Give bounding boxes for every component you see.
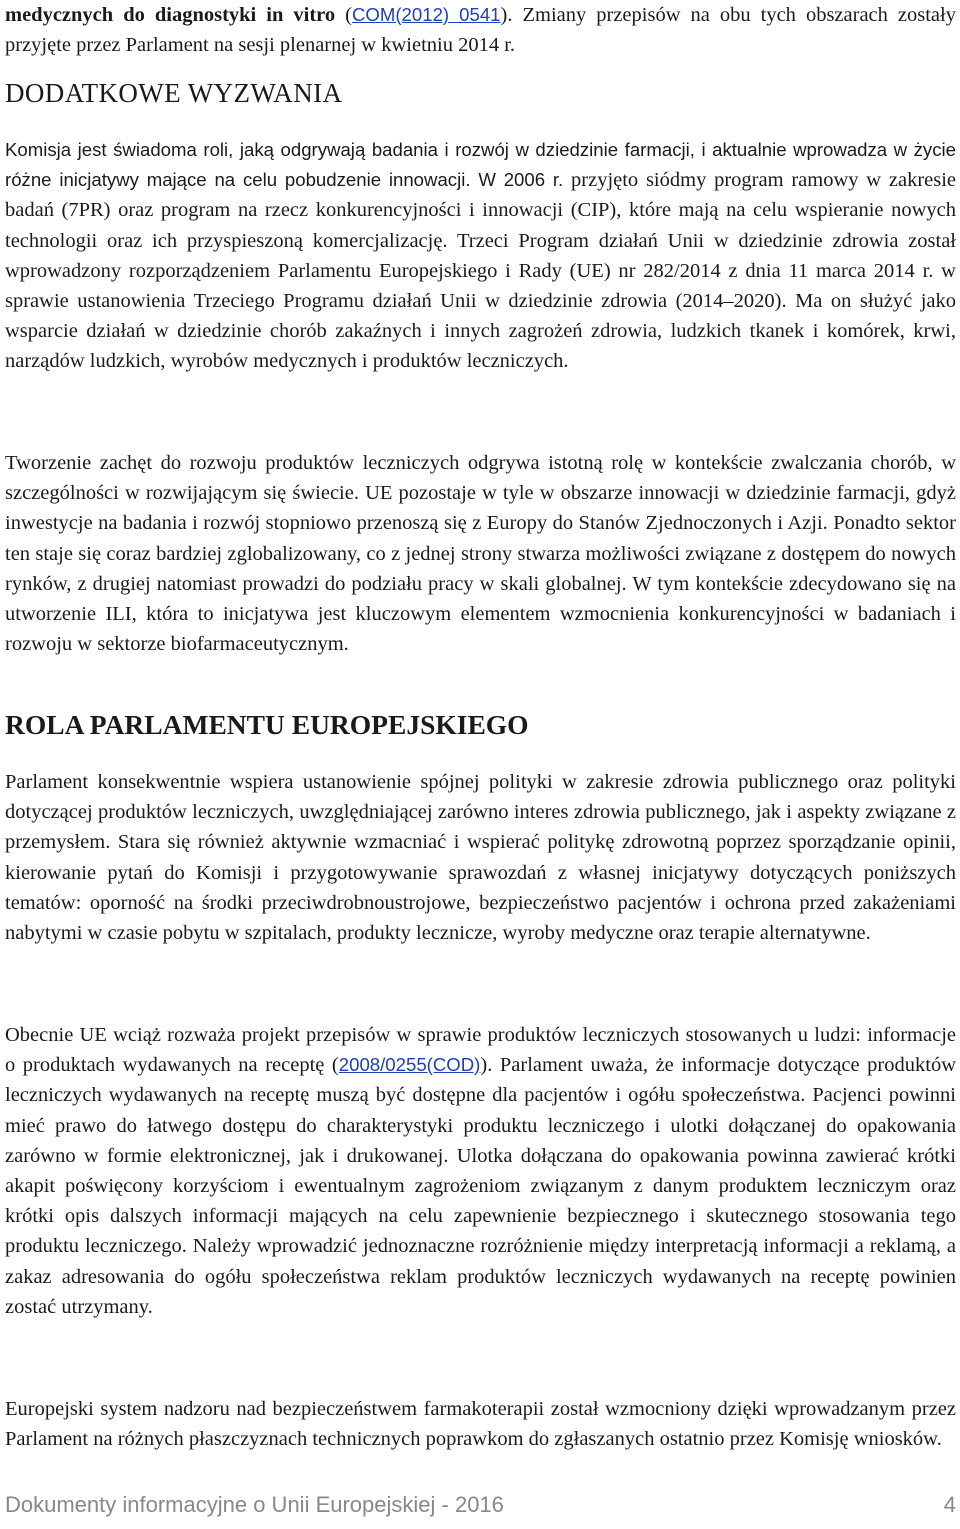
paragraph-komisja-sans: Komisja jest świadoma roli, jaką odgrywają badania i rozwój w dziedzinie farmacji, i aktualnie wprowadza w życie różne inicjatywy mające na celu pobudzenie innowacji. W 2006 r.: [5, 139, 956, 191]
intro-bold-text: medycznych do diagnostyki in vitro: [5, 4, 336, 26]
procedure-2008-0255-link[interactable]: 2008/0255(COD): [338, 1054, 481, 1076]
section-heading-rola-parlamentu: ROLA PARLAMENTU EUROPEJSKIEGO: [5, 709, 529, 740]
page-number: 4: [943, 1492, 956, 1517]
com-2012-0541-link[interactable]: COM(2012) 0541: [351, 4, 501, 25]
paragraph-tworzenie: Tworzenie zachęt do rozwoju produktów leczniczych odgrywa istotną rolę w kontekście zwalczania chorób, w szczególności w rozwijającym się świecie. UE pozostaje w tyle w obszarze innowacji w dziedzinie farmacji, gdyż inwestycje na badania i rozwój stopniowo przenoszą się z Europy do Stanów Zjednoczonych i Azji. Ponadto sektor ten staje się coraz bardziej zglobalizowany, co z jednej strony stwarza możliwości związane z dostępem do nowych rynków, z drugiej natomiast prowadzi do podziału pracy w skali globalnej. W tym kontekście zdecydowano się na utworzenie ILI, która to inicjatywa jest kluczowym elementem wzmocnienia konkurencyjności w badaniach i rozwoju w sektorze biofarmaceutycznym.: [5, 452, 956, 656]
section-heading-dodatkowe-wyzwania: DODATKOWE WYZWANIA: [5, 78, 343, 108]
intro-post-link: ). Zmiany przepisów na obu tych obszarach zostały przyjęte przez Parlament na sesji plenarnej w kwietniu 2014 r.: [5, 4, 956, 57]
footer-title: Dokumenty informacyjne o Unii Europejskiej - 2016: [5, 1492, 504, 1517]
paragraph-komisja-serif: przyjęto siódmy program ramowy w zakresie badań (7PR) oraz program na rzecz konkurencyjności i innowacji (CIP), które mają na celu wspieranie nowych technologii oraz ich przyspieszoną komercjalizację. Trzeci Program działań Unii w dziedzinie zdrowia został wprowadzony rozporządzeniem Parlamentu Europejskiego i Rady (UE) nr 282/2014 z dnia 11 marca 2014 r. w sprawie ustanowienia Trzeciego Programu działań Unii w dziedzinie zdrowia (2014–2020). Ma on służyć jako wsparcie działań w dziedzinie chorób zakaźnych i innych zagrożeń zdrowia, ludzkich tkanek i komórek, krwi, narządów ludzkich, wyrobów medycznych i produktów leczniczych.: [5, 169, 957, 373]
intro-paragraph: [5, 0, 956, 60]
paragraph-komisja: [5, 135, 956, 377]
paragraph-obecnie-post: ). Parlament uważa, że informacje dotyczące produktów leczniczych wydawanych na receptę muszą być dostępne dla pacjentów i ogółu społeczeństwa. Pacjenci powinni mieć prawo do łatwego dostępu do charakterystyki produktu leczniczego i ulotki dołączanej do opakowania zarówno w formie elektronicznej, jak i drukowanej. Ulotka dołączana do opakowania powinna zawierać krótki akapit poświęcony korzyściom i ewentualnym zagrożeniom związanym z danym produktem leczniczym oraz krótki opis dalszych informacji mających na celu zapewnienie bezpiecznego i skutecznego stosowania tego produktu leczniczego. Należy wprowadzić jednoznaczne rozróżnienie między interpretacją informacji a reklamą, a zakaz adresowania do ogółu społeczeństwa reklam produktów leczniczych wydawanych na receptę powinien zostać utrzymany.: [5, 1054, 957, 1318]
page-footer: [5, 1492, 956, 1526]
paragraph-obecnie-pre: Obecnie UE wciąż rozważa projekt przepisów w sprawie produktów leczniczych stosowanych u ludzi: informacje o produktach wydawanych na receptę (: [5, 1024, 956, 1077]
intro-pre-link: (: [335, 4, 352, 26]
paragraph-parlament: Parlament konsekwentnie wspiera ustanowienie spójnej polityki w zakresie zdrowia publicznego oraz polityki dotyczącej produktów leczniczych, uwzględniającej zarówno interes zdrowia publicznego, jak i aspekty związane z przemysłem. Stara się również aktywnie wzmacniać i wspierać politykę zdrowotną poprzez sporządzanie opinii, kierowanie pytań do Komisji i przygotowywanie sprawozdań z własnej inicjatywy dotyczących poniższych tematów: oporność na środki przeciwdrobnoustrojowe, bezpieczeństwo pacjentów i ochrona przed zakażeniami nabytymi w czasie pobytu w szpitalach, produkty lecznicze, wyroby medyczne oraz terapie alternatywne.: [5, 771, 956, 945]
paragraph-obecnie: [5, 1020, 956, 1322]
paragraph-europejski: Europejski system nadzoru nad bezpieczeństwem farmakoterapii został wzmocniony dzięki wprowadzanym przez Parlament na różnych płaszczyznach technicznych poprawkom do zgłaszanych ostatnio przez Komisję wniosków.: [5, 1398, 956, 1451]
